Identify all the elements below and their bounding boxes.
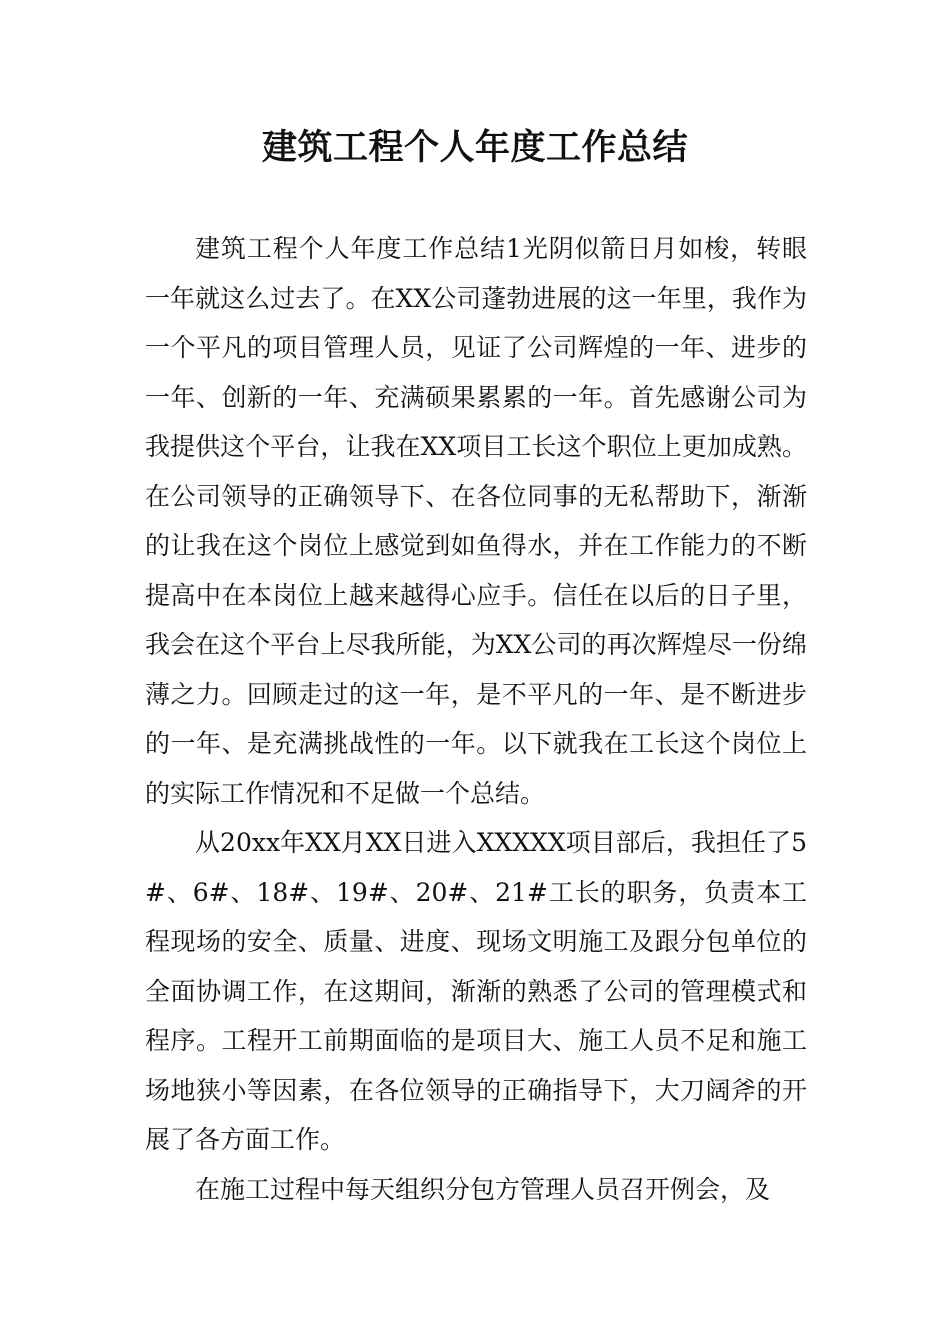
paragraph-3: 在施工过程中每天组织分包方管理人员召开例会，及 — [195, 1174, 771, 1204]
paragraph-1: 建筑工程个人年度工作总结1光阴似箭日月如梭，转眼一年就这么过去了。在XX公司蓬勃进展的这一年里，我作为一个平凡的项目管理人员，见证了公司辉煌的一年、进步的一年、创新的一年、充满硕果累累的一年。首先感谢公司为我提供这个平台，让我在XX项目工长这个职位上更加成熟。在公司领导的正确领导下、在各位同事的无私帮助下，渐渐的让我在这个岗位上感觉到如鱼得水，并在工作能力的不断提高中在本岗位上越来越得心应手。信任在以后的日子里，我会在这个平台上尽我所能，为XX公司的再次辉煌尽一份绵薄之力。回顾走过的这一年，是不平凡的一年、是不断进步的一年、是充满挑战性的一年。以下就我在工长这个岗位上的实际工作情况和不足做一个总结。 — [145, 234, 807, 808]
paragraph-2: 从20xx年XX月XX日进入XXXXX项目部后，我担任了5#、6#、18#、19#、20#、21#工长的职务，负责本工程现场的安全、质量、进度、现场文明施工及跟分包单位的全面协调工作，在这期间，渐渐的熟悉了公司的管理模式和程序。工程开工前期面临的是项目大、施工人员不足和施工场地狭小等因素，在各位领导的正确指导下，大刀阔斧的开展了各方面工作。 — [145, 828, 807, 1154]
document-title: 建筑工程个人年度工作总结 — [261, 128, 688, 168]
document-body — [145, 224, 807, 1214]
